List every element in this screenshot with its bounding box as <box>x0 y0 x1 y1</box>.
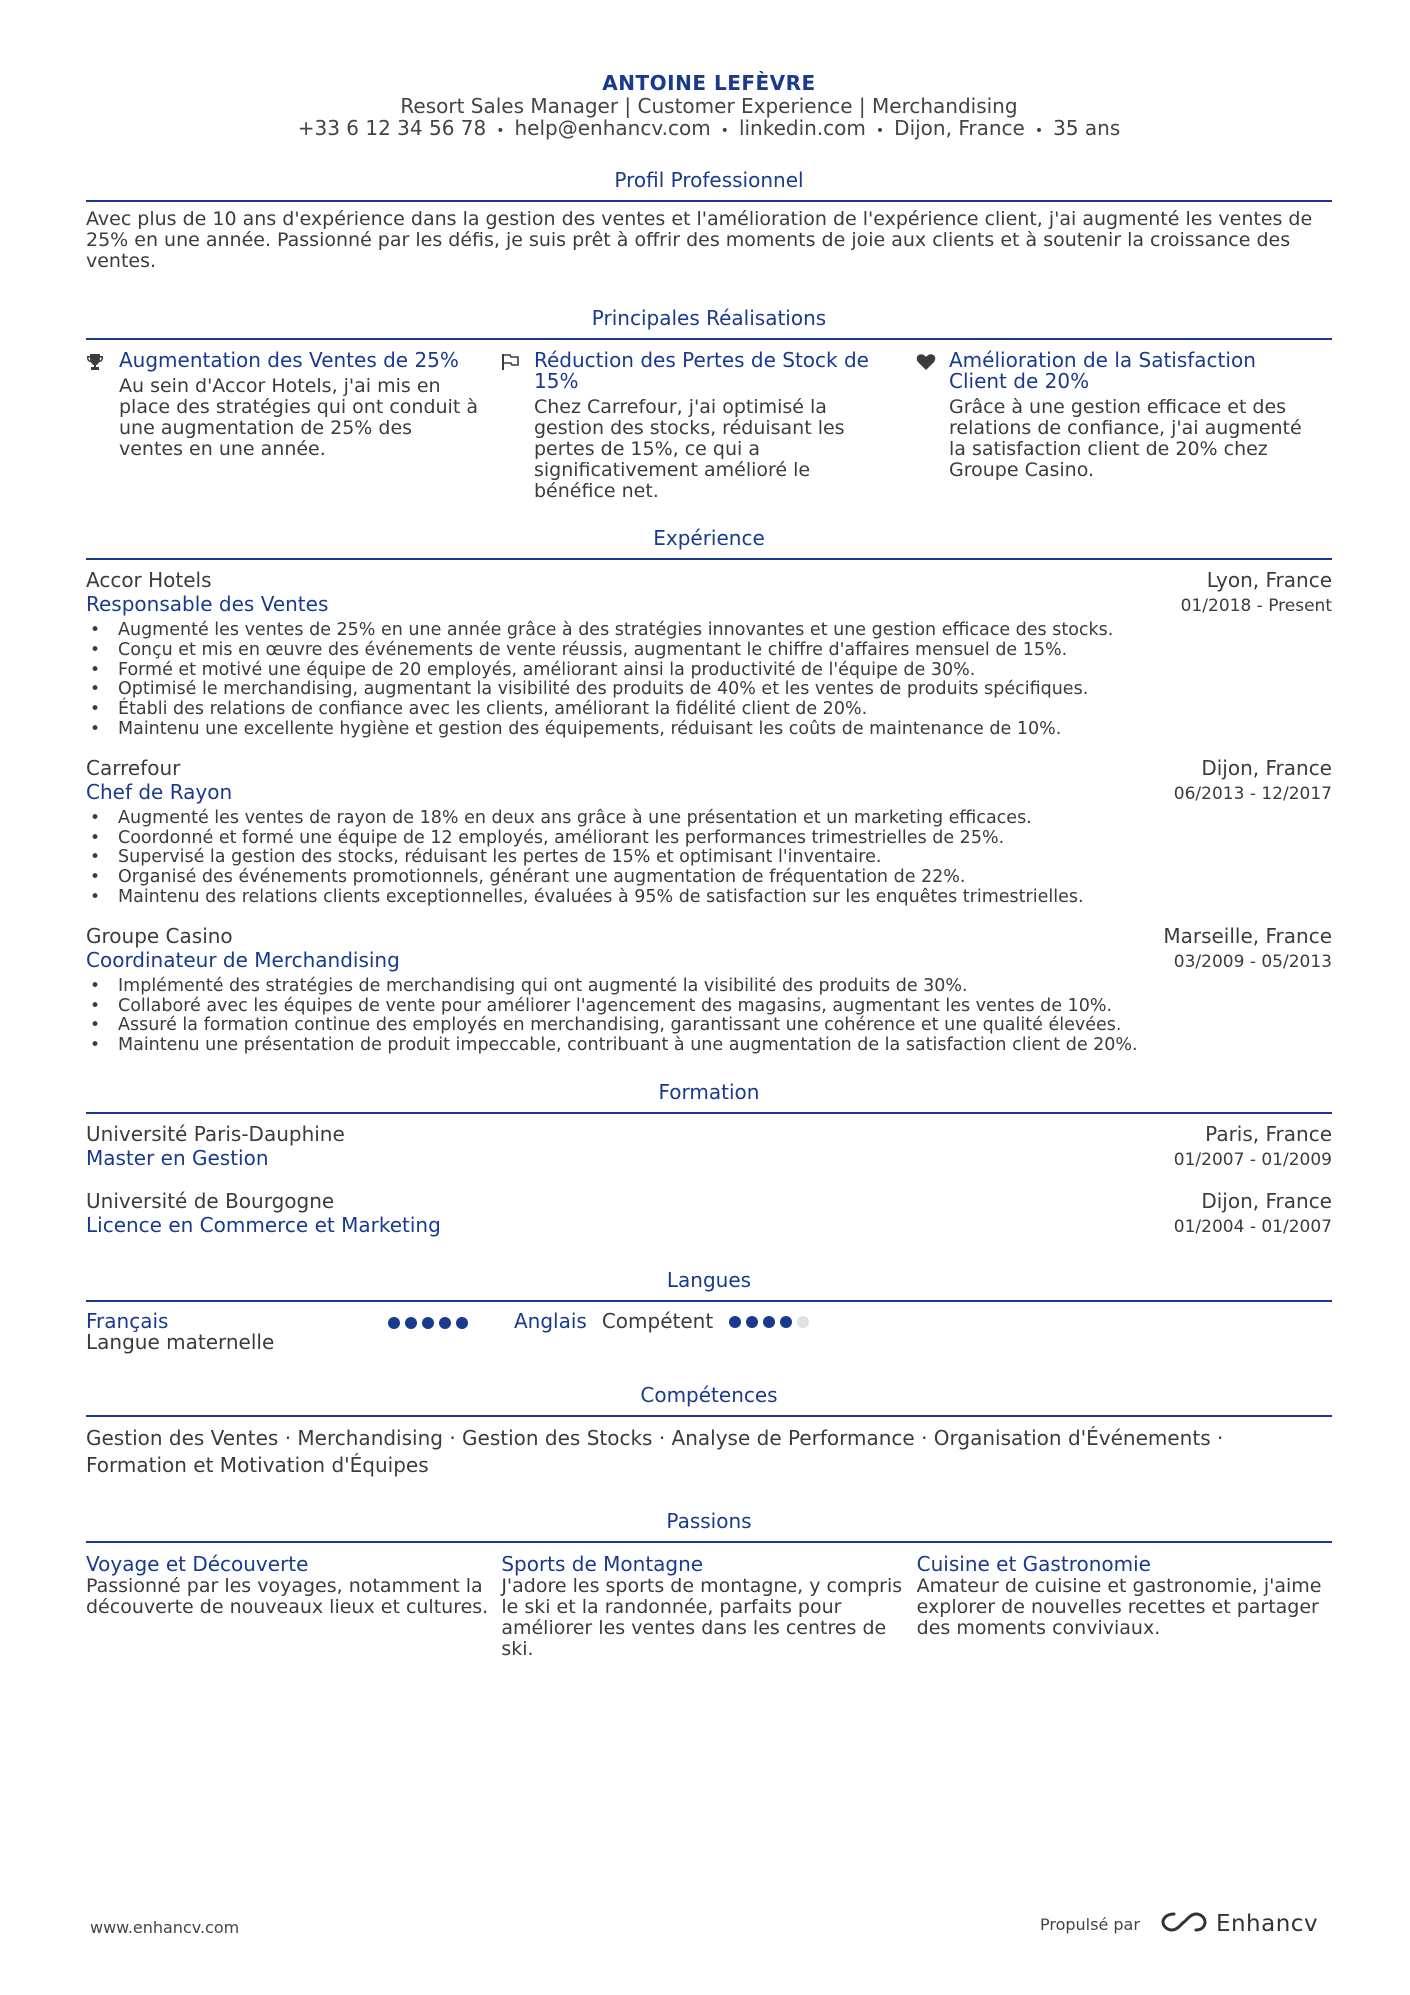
passions-list <box>86 1553 1332 1660</box>
experience-item <box>86 568 1332 740</box>
bullet-item: • Organisé des événements promotionnels, générant une augmentation de fréquentation de 22%. <box>86 868 1332 888</box>
heart-icon <box>916 350 949 502</box>
school-location: Paris, France <box>1205 1121 1332 1146</box>
rating-dot-filled <box>729 1316 741 1328</box>
rating-dot-filled <box>763 1316 775 1328</box>
rating-dot-empty <box>797 1316 809 1328</box>
languages-list <box>86 1308 1332 1354</box>
resume-header <box>86 70 1332 142</box>
language-name: Anglais <box>514 1308 587 1333</box>
enhancv-brand[interactable]: Enhancv <box>1215 1911 1319 1937</box>
bullet-item: • Implémenté des stratégies de merchandising qui ont augmenté la visibilité des produits de 30%. <box>86 977 1332 997</box>
location: Dijon, France <box>894 116 1025 140</box>
age: 35 ans <box>1053 116 1121 140</box>
resume-page <box>86 70 1332 1660</box>
summary-text: Avec plus de 10 ans d'expérience dans la gestion des ventes et l'amélioration de l'expérience client, j'ai augmenté les ventes de 25% en une année. Passionné par les défis, je suis prêt à offrir des moments de joie aux clients et à soutenir la croissance des ventes. <box>86 208 1313 272</box>
job-location: Lyon, France <box>1206 568 1332 592</box>
bullet-item: • Supervisé la gestion des stocks, réduisant les pertes de 15% et optimisant l'inventaire. <box>86 848 1332 868</box>
job-dates: 06/2013 - 12/2017 <box>1173 783 1332 804</box>
bullet-item: • Augmenté les ventes de rayon de 18% en deux ans grâce à une présentation et un marketing efficaces. <box>86 809 1332 829</box>
language-rating <box>388 1317 468 1353</box>
company-name: Accor Hotels <box>86 568 212 592</box>
company-name: Groupe Casino <box>86 923 233 948</box>
passion-title: Cuisine et Gastronomie <box>916 1551 1151 1576</box>
language-level: Compétent <box>601 1308 714 1333</box>
email[interactable]: help@enhancv.com <box>514 116 711 140</box>
section-title-experience: Expérience <box>86 526 1332 560</box>
passion-desc: Amateur de cuisine et gastronomie, j'aime explorer de nouvelles recettes et partager des moments conviviaux. <box>916 1574 1322 1639</box>
footer-website[interactable]: www.enhancv.com <box>90 1918 240 1937</box>
passion-desc: Passionné par les voyages, notamment la découverte de nouveaux lieux et cultures. <box>86 1574 489 1618</box>
bullet-item: • Maintenu une excellente hygiène et gestion des équipements, réduisant les coûts de maintenance de 10%. <box>86 720 1332 740</box>
section-title-skills: Compétences <box>86 1383 1332 1417</box>
skills-line: Gestion des Ventes · Merchandising · Gestion des Stocks · Analyse de Performance · Organisation d'Événements · <box>86 1425 1224 1450</box>
bullet-item: • Collaboré avec les équipes de vente pour améliorer l'agencement des magasins, augmentant les ventes de 10%. <box>86 997 1332 1017</box>
school-name: Université Paris-Dauphine <box>86 1121 345 1146</box>
rating-dot-filled <box>456 1317 468 1329</box>
experience-item <box>86 924 1332 1056</box>
bullet-item: • Maintenu une présentation de produit impeccable, contribuant à une augmentation de la satisfaction client de 20%. <box>86 1036 1332 1056</box>
trophy-icon <box>86 350 119 502</box>
education-item <box>86 1122 1332 1171</box>
passion-item <box>917 1553 1332 1660</box>
section-title-summary: Profil Professionnel <box>86 168 1332 202</box>
passion-item <box>501 1553 916 1660</box>
achievement-title: Réduction des Pertes de Stock de 15% <box>534 348 869 393</box>
rating-dot-filled <box>388 1317 400 1329</box>
job-title: Coordinateur de Merchandising <box>86 947 400 972</box>
passion-item <box>86 1553 501 1660</box>
job-bullets <box>86 621 1332 740</box>
bullet-item: • Optimisé le merchandising, augmentant la visibilité des produits de 40% et les ventes de produits spécifiques. <box>86 680 1332 700</box>
powered-by-label: Propulsé par <box>1040 1914 1140 1934</box>
education-dates: 01/2004 - 01/2007 <box>1173 1216 1332 1237</box>
section-title-achievements: Principales Réalisations <box>86 306 1332 340</box>
job-title: Chef de Rayon <box>86 779 233 804</box>
job-dates: 03/2009 - 05/2013 <box>1173 951 1332 972</box>
language-item <box>86 1308 514 1354</box>
footer-branding <box>1040 1910 1318 1938</box>
rating-dot-filled <box>422 1317 434 1329</box>
job-dates: 01/2018 - Present <box>1180 596 1332 616</box>
bullet-item: • Conçu et mis en œuvre des événements de vente réussis, augmentant le chiffre d'affaires mensuel de 15%. <box>86 641 1332 661</box>
achievement-title: Augmentation des Ventes de 25% <box>119 348 459 372</box>
achievement-title: Amélioration de la Satisfaction Client de 20% <box>949 348 1256 393</box>
language-rating <box>729 1316 809 1332</box>
passion-title: Sports de Montagne <box>501 1551 704 1576</box>
degree-title: Licence en Commerce et Marketing <box>86 1212 441 1237</box>
school-location: Dijon, France <box>1201 1188 1332 1213</box>
rating-dot-filled <box>780 1316 792 1328</box>
education-dates: 01/2007 - 01/2009 <box>1173 1149 1332 1170</box>
section-title-languages: Langues <box>86 1268 1332 1302</box>
experience-item <box>86 756 1332 908</box>
rating-dot-filled <box>439 1317 451 1329</box>
company-name: Carrefour <box>86 755 181 780</box>
linkedin-link[interactable]: linkedin.com <box>738 116 866 140</box>
candidate-subtitle: Resort Sales Manager | Customer Experience | Merchandising <box>400 94 1018 118</box>
phone[interactable]: +33 6 12 34 56 78 <box>297 116 487 140</box>
rating-dot-filled <box>746 1316 758 1328</box>
language-level: Langue maternelle <box>86 1329 275 1354</box>
bullet-item: • Augmenté les ventes de 25% en une année grâce à des stratégies innovantes et une gestion efficace des stocks. <box>86 621 1332 641</box>
achievement-item <box>916 350 1331 502</box>
bullet-item: • Coordonné et formé une équipe de 12 employés, améliorant les performances trimestrielles de 25%. <box>86 829 1332 849</box>
language-name: Français <box>86 1308 169 1333</box>
language-item <box>514 1308 942 1333</box>
enhancv-logo-icon <box>1160 1910 1208 1938</box>
school-name: Université de Bourgogne <box>86 1188 335 1213</box>
degree-title: Master en Gestion <box>86 1145 269 1170</box>
passion-title: Voyage et Découverte <box>86 1551 309 1576</box>
bullet-item: • Assuré la formation continue des employés en merchandising, garantissant une cohérence et une qualité élevées. <box>86 1016 1332 1036</box>
contact-line: +33 6 12 34 56 78 • help@enhancv.com • linkedin.com • Dijon, France • 35 ans <box>297 116 1121 140</box>
achievement-desc: Au sein d'Accor Hotels, j'ai mis en place des stratégies qui ont conduit à une augmentation de 25% des ventes en une année. <box>119 375 478 460</box>
job-location: Dijon, France <box>1201 755 1332 780</box>
job-location: Marseille, France <box>1163 923 1332 948</box>
achievement-item <box>501 350 916 502</box>
passion-desc: J'adore les sports de montagne, y compris le ski et la randonnée, parfaits pour améliorer les ventes dans les centres de ski. <box>501 1574 903 1660</box>
section-title-education: Formation <box>86 1080 1332 1114</box>
rating-dot-filled <box>405 1317 417 1329</box>
skills-line: Formation et Motivation d'Équipes <box>86 1452 429 1477</box>
achievement-desc: Grâce à une gestion efficace et des relations de confiance, j'ai augmenté la satisfaction client de 20% chez Groupe Casino. <box>949 396 1302 481</box>
job-title: Responsable des Ventes <box>86 592 329 616</box>
bullet-item: • Établi des relations de confiance avec les clients, améliorant la fidélité client de 20%. <box>86 700 1332 720</box>
job-bullets <box>86 977 1332 1056</box>
education-item <box>86 1189 1332 1238</box>
skills-list <box>86 1425 1332 1479</box>
candidate-name: ANTOINE LEFÈVRE <box>602 71 816 95</box>
achievement-desc: Chez Carrefour, j'ai optimisé la gestion des stocks, réduisant les pertes de 15%, ce qui a significativement amélioré le bénéfice net. <box>534 396 845 502</box>
flag-icon <box>501 350 534 502</box>
achievement-item <box>86 350 501 502</box>
job-bullets <box>86 809 1332 908</box>
section-title-passions: Passions <box>86 1509 1332 1543</box>
bullet-item: • Formé et motivé une équipe de 20 employés, améliorant ainsi la productivité de l'équipe de 30%. <box>86 661 1332 681</box>
achievements-list <box>86 350 1332 502</box>
bullet-item: • Maintenu des relations clients exceptionnelles, évaluées à 95% de satisfaction sur les enquêtes trimestrielles. <box>86 888 1332 908</box>
